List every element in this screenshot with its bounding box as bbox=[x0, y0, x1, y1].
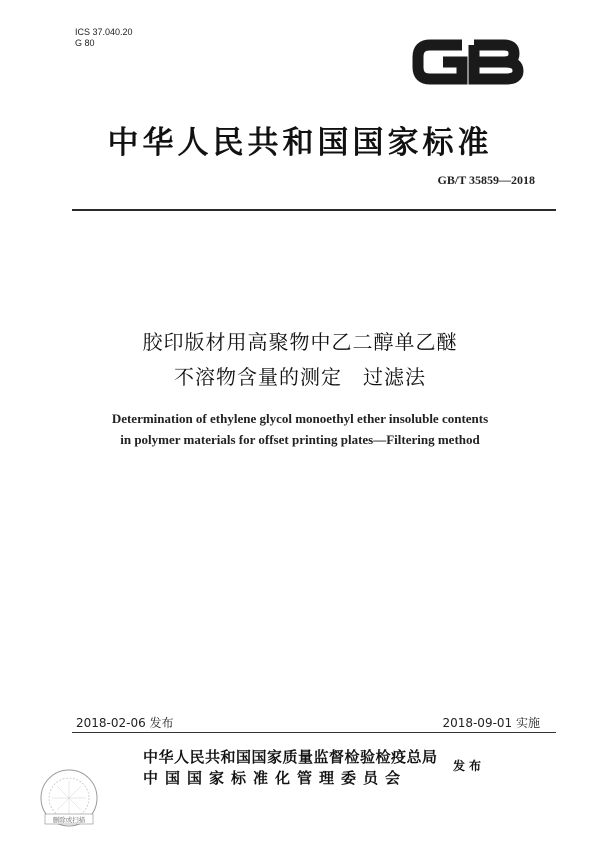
ics-code: ICS 37.040.20 bbox=[75, 27, 133, 37]
gb-logo bbox=[410, 36, 526, 88]
anti-counterfeit-stamp bbox=[38, 767, 100, 829]
issue-date: 2018-02-06 发布 bbox=[76, 716, 174, 730]
publish-label: 发布 bbox=[453, 759, 486, 773]
english-title-line-1: Determination of ethylene glycol monoethyl ether insoluble contents bbox=[111, 411, 489, 426]
svg-text:删除或扫描: 删除或扫描 bbox=[52, 816, 86, 824]
issuing-organization-2: 中国国家标准化管理委员会 bbox=[143, 769, 408, 787]
english-title-line-2: in polymer materials for offset printing plates—Filtering method bbox=[120, 432, 480, 447]
chinese-title-line-2: 不溶物含量的测定 过滤法 bbox=[174, 365, 426, 389]
ccs-code: G 80 bbox=[75, 38, 95, 48]
chinese-title-line-1: 胶印版材用高聚物中乙二醇单乙醚 bbox=[142, 330, 458, 354]
implementation-date: 2018-09-01 实施 bbox=[442, 716, 540, 730]
footer-divider bbox=[72, 732, 556, 733]
standard-number: GB/T 35859—2018 bbox=[437, 173, 535, 187]
issuing-organization-1: 中华人民共和国国家质量监督检验检疫总局 bbox=[143, 748, 438, 766]
ics-classification bbox=[75, 27, 133, 49]
header-divider bbox=[72, 209, 556, 211]
standard-title: 中华人民共和国国家标准 bbox=[107, 125, 493, 161]
